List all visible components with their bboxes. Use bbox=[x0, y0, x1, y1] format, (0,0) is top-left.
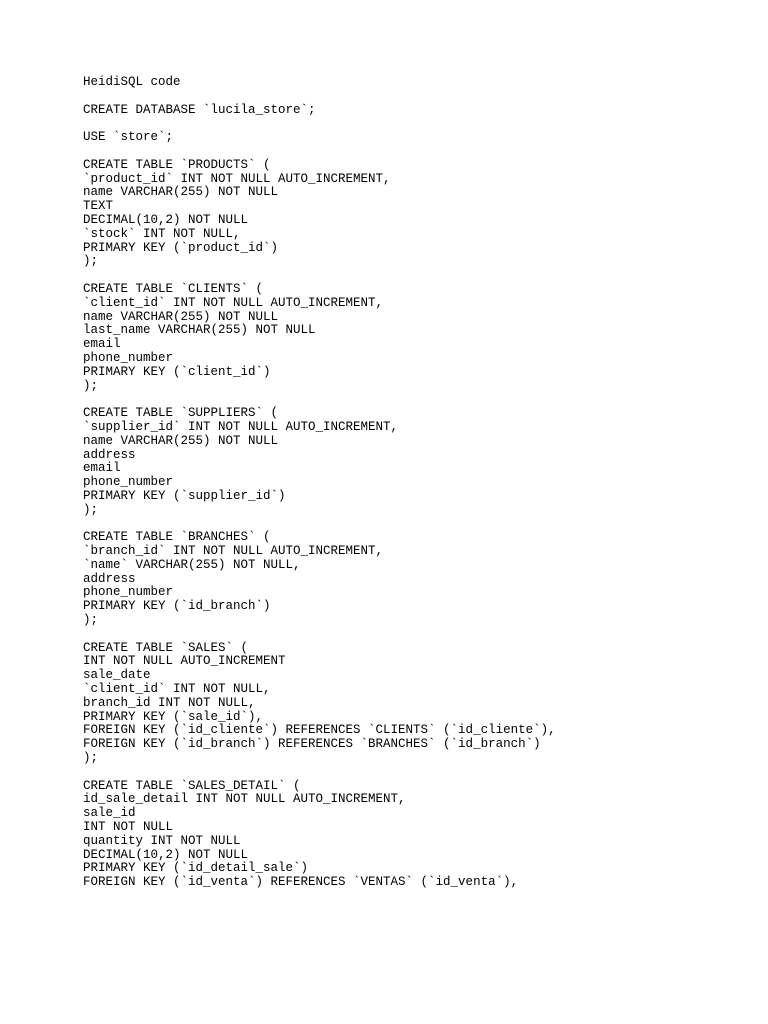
sql-line: INT NOT NULL bbox=[83, 820, 174, 835]
sql-line: ); bbox=[83, 751, 99, 766]
sql-line: phone_number bbox=[83, 350, 174, 365]
sql-line: INT NOT NULL AUTO_INCREMENT bbox=[83, 654, 286, 669]
sql-line: ); bbox=[83, 378, 99, 393]
blank-line bbox=[83, 628, 743, 642]
sql-line: name VARCHAR(255) NOT NULL bbox=[83, 433, 279, 448]
sql-line: `supplier_id` INT NOT NULL AUTO_INCREMENT, bbox=[83, 419, 399, 434]
create-table-block-branches bbox=[83, 531, 743, 628]
sql-line: DECIMAL(10,2) NOT NULL bbox=[83, 212, 249, 227]
sql-line: CREATE TABLE `SALES` ( bbox=[83, 640, 249, 655]
sql-line: email bbox=[83, 461, 121, 476]
sql-line: FOREIGN KEY (`id_cliente`) REFERENCES `CLIENTS` (`id_cliente`), bbox=[83, 723, 556, 738]
sql-line: FOREIGN KEY (`id_venta`) REFERENCES `VENTAS` (`id_venta`), bbox=[83, 875, 519, 890]
sql-line: sale_date bbox=[83, 668, 151, 683]
sql-line: PRIMARY KEY (`client_id`) bbox=[83, 364, 271, 379]
sql-line: name VARCHAR(255) NOT NULL bbox=[83, 185, 279, 200]
sql-line: branch_id INT NOT NULL, bbox=[83, 695, 256, 710]
sql-line: ); bbox=[83, 254, 99, 269]
sql-line: CREATE TABLE `SALES_DETAIL` ( bbox=[83, 778, 301, 793]
sql-line: CREATE TABLE `BRANCHES` ( bbox=[83, 530, 271, 545]
sql-line: email bbox=[83, 337, 121, 352]
sql-line: PRIMARY KEY (`id_branch`) bbox=[83, 599, 271, 614]
sql-line: TEXT bbox=[83, 199, 114, 214]
sql-line: name VARCHAR(255) NOT NULL bbox=[83, 309, 279, 324]
blank-line bbox=[83, 766, 743, 780]
sql-line: `product_id` INT NOT NULL AUTO_INCREMENT, bbox=[83, 171, 391, 186]
sql-line: CREATE TABLE `CLIENTS` ( bbox=[83, 281, 264, 296]
sql-line: address bbox=[83, 571, 136, 586]
create-database-statement: CREATE DATABASE `lucila_store`; bbox=[83, 102, 316, 117]
sql-line: FOREIGN KEY (`id_branch`) REFERENCES `BRANCHES` (`id_branch`) bbox=[83, 737, 541, 752]
sql-line: address bbox=[83, 447, 136, 462]
create-table-block-sales bbox=[83, 642, 743, 766]
sql-line: `branch_id` INT NOT NULL AUTO_INCREMENT, bbox=[83, 544, 384, 559]
blank-line bbox=[83, 90, 743, 104]
sql-line: phone_number bbox=[83, 475, 174, 490]
sql-line: PRIMARY KEY (`id_detail_sale`) bbox=[83, 861, 309, 876]
sql-line: `client_id` INT NOT NULL, bbox=[83, 682, 271, 697]
blank-line bbox=[83, 117, 743, 131]
sql-line: quantity INT NOT NULL bbox=[83, 833, 241, 848]
sql-line: CREATE TABLE `SUPPLIERS` ( bbox=[83, 406, 279, 421]
create-table-block-products bbox=[83, 159, 743, 269]
blank-line bbox=[83, 269, 743, 283]
sql-line: id_sale_detail INT NOT NULL AUTO_INCREMENT, bbox=[83, 792, 406, 807]
sql-line: `client_id` INT NOT NULL AUTO_INCREMENT, bbox=[83, 295, 384, 310]
sql-line: PRIMARY KEY (`sale_id`), bbox=[83, 709, 264, 724]
sql-line: CREATE TABLE `PRODUCTS` ( bbox=[83, 157, 271, 172]
sql-line: phone_number bbox=[83, 585, 174, 600]
sql-line: PRIMARY KEY (`supplier_id`) bbox=[83, 488, 286, 503]
create-table-block-sales-detail bbox=[83, 780, 743, 890]
create-table-block-clients bbox=[83, 283, 743, 393]
sql-line: PRIMARY KEY (`product_id`) bbox=[83, 240, 279, 255]
sql-line: `stock` INT NOT NULL, bbox=[83, 226, 241, 241]
blank-line bbox=[83, 393, 743, 407]
blank-line bbox=[83, 518, 743, 532]
sql-document bbox=[83, 76, 743, 890]
sql-line: ); bbox=[83, 613, 99, 628]
sql-line: sale_id bbox=[83, 806, 136, 821]
sql-line: DECIMAL(10,2) NOT NULL bbox=[83, 847, 249, 862]
sql-line: ); bbox=[83, 502, 99, 517]
document-title: HeidiSQL code bbox=[83, 75, 181, 89]
create-table-statements bbox=[83, 159, 743, 890]
sql-line: `name` VARCHAR(255) NOT NULL, bbox=[83, 557, 301, 572]
blank-line bbox=[83, 145, 743, 159]
create-table-block-suppliers bbox=[83, 407, 743, 517]
use-statement: USE `store`; bbox=[83, 130, 174, 145]
sql-line: last_name VARCHAR(255) NOT NULL bbox=[83, 323, 316, 338]
